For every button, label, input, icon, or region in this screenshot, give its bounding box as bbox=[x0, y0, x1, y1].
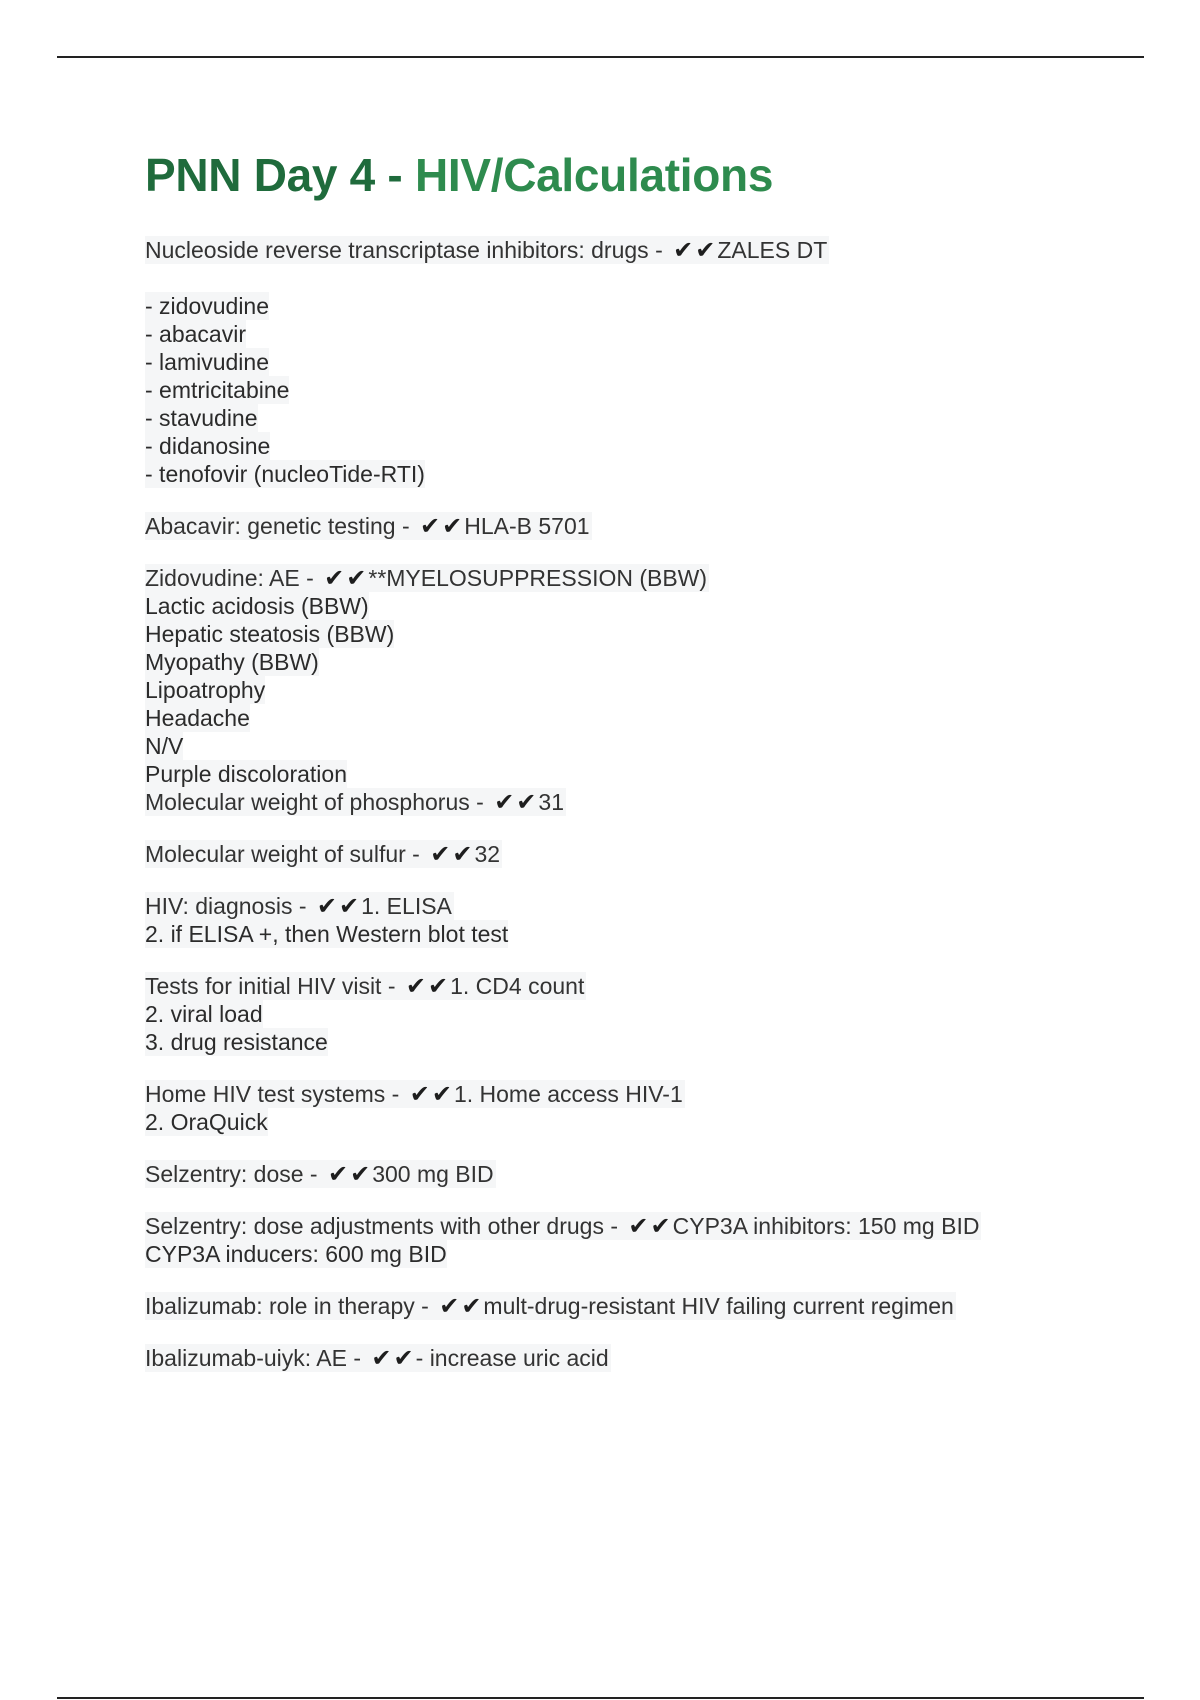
flashcard-answer-text: 2. viral load bbox=[145, 1001, 263, 1027]
flashcard-answer-text: - tenofovir (nucleoTide-RTI) bbox=[145, 461, 425, 487]
document-body bbox=[145, 140, 1085, 1396]
flashcard-answer-text: - abacavir bbox=[145, 321, 246, 347]
flashcard-question: Zidovudine: AE - bbox=[145, 565, 321, 591]
flashcard-answer-line bbox=[145, 404, 1085, 432]
flashcard-first-line bbox=[145, 564, 709, 592]
flashcard-answer: - increase uric acid bbox=[415, 1345, 609, 1371]
flashcard-answer-line bbox=[145, 760, 1085, 788]
flashcard-question: HIV: diagnosis - bbox=[145, 893, 313, 919]
flashcard-first-line bbox=[145, 788, 566, 816]
flashcard-answer: 32 bbox=[474, 841, 501, 867]
flashcard-answer-text: Headache bbox=[145, 705, 250, 731]
flashcard-question: Tests for initial HIV visit - bbox=[145, 973, 402, 999]
flashcard-answer-line bbox=[145, 704, 1085, 732]
flashcard-question: Molecular weight of phosphorus - bbox=[145, 789, 491, 815]
page-title bbox=[145, 140, 1085, 210]
flashcard-answer: ZALES DT bbox=[717, 237, 828, 263]
flashcard-first-line bbox=[145, 1160, 496, 1188]
flashcard-answer-line bbox=[145, 460, 1085, 488]
flashcard-answer: CYP3A inhibitors: 150 mg BID bbox=[672, 1213, 980, 1239]
double-check-icon: ✔✔ bbox=[439, 1292, 484, 1320]
double-check-icon: ✔✔ bbox=[327, 1160, 373, 1188]
flashcard-answer: 1. Home access HIV-1 bbox=[453, 1081, 683, 1107]
flashcard-answer-line bbox=[145, 620, 1085, 648]
double-check-icon: ✔✔ bbox=[316, 892, 362, 920]
flashcard-answer: **MYELOSUPPRESSION (BBW) bbox=[368, 565, 708, 591]
flashcard-answer-line bbox=[145, 292, 1085, 320]
flashcard-answer-line bbox=[145, 1108, 1085, 1136]
flashcard-question: Abacavir: genetic testing - bbox=[145, 513, 417, 539]
double-check-icon: ✔✔ bbox=[409, 1080, 454, 1108]
flashcard-answer-line bbox=[145, 348, 1085, 376]
bottom-rule bbox=[57, 1697, 1144, 1699]
double-check-icon: ✔✔ bbox=[405, 972, 451, 1000]
flashcard-first-line bbox=[145, 892, 454, 920]
flashcard-answer-text: CYP3A inducers: 600 mg BID bbox=[145, 1241, 447, 1267]
flashcard-answer-text: Hepatic steatosis (BBW) bbox=[145, 621, 395, 647]
flashcard-answer: 1. ELISA bbox=[361, 893, 452, 919]
flashcard-question: Selzentry: dose adjustments with other drugs - bbox=[145, 1213, 625, 1239]
flashcard-answer-line bbox=[145, 648, 1085, 676]
flashcard-answer-text: Myopathy (BBW) bbox=[145, 649, 319, 675]
flashcard bbox=[145, 840, 1085, 868]
double-check-icon: ✔✔ bbox=[324, 564, 369, 592]
flashcard-answer-text: - didanosine bbox=[145, 433, 271, 459]
flashcard-answer-text: - lamivudine bbox=[145, 349, 269, 375]
flashcard-first-line bbox=[145, 512, 592, 540]
flashcard-question: Nucleoside reverse transcriptase inhibitors: drugs - bbox=[145, 237, 670, 263]
flashcard-answer-text: 2. if ELISA +, then Western blot test bbox=[145, 921, 509, 947]
double-check-icon: ✔✔ bbox=[494, 788, 539, 816]
double-check-icon: ✔✔ bbox=[371, 1344, 416, 1372]
flashcard-answer-line bbox=[145, 320, 1085, 348]
flashcard bbox=[145, 892, 1085, 948]
blank-line bbox=[145, 264, 1085, 292]
flashcard-answer-line bbox=[145, 376, 1085, 404]
flashcard-answer-line bbox=[145, 1240, 1085, 1268]
flashcard bbox=[145, 1212, 1085, 1268]
flashcard-first-line bbox=[145, 1292, 956, 1320]
title-topic: HIV/Calculations bbox=[414, 149, 774, 201]
flashcard-answer-line bbox=[145, 592, 1085, 620]
flashcard-answer: mult-drug-resistant HIV failing current regimen bbox=[483, 1293, 954, 1319]
flashcard-answer-text: N/V bbox=[145, 733, 184, 759]
double-check-icon: ✔✔ bbox=[673, 236, 718, 264]
flashcard-answer-line bbox=[145, 732, 1085, 760]
flashcard-answer-text: Purple discoloration bbox=[145, 761, 348, 787]
flashcard bbox=[145, 512, 1085, 540]
flashcard-answer-line bbox=[145, 1000, 1085, 1028]
flashcard-question: Ibalizumab-uiyk: AE - bbox=[145, 1345, 368, 1371]
flashcard-question: Ibalizumab: role in therapy - bbox=[145, 1293, 436, 1319]
flashcard-answer-line bbox=[145, 1028, 1085, 1056]
flashcard-answer: 1. CD4 count bbox=[450, 973, 585, 999]
flashcard-question: Selzentry: dose - bbox=[145, 1161, 324, 1187]
flashcard-answer-text: - stavudine bbox=[145, 405, 258, 431]
double-check-icon: ✔✔ bbox=[430, 840, 475, 868]
flashcard-answer: 300 mg BID bbox=[372, 1161, 494, 1187]
flashcard bbox=[145, 564, 1085, 788]
flashcard bbox=[145, 788, 1085, 816]
flashcard bbox=[145, 1344, 1085, 1372]
flashcard-answer-line bbox=[145, 432, 1085, 460]
flashcard-answer-line bbox=[145, 676, 1085, 704]
title-prefix: PNN Day 4 - bbox=[145, 149, 415, 201]
flashcard-answer-text: Lipoatrophy bbox=[145, 677, 266, 703]
flashcard-first-line bbox=[145, 972, 586, 1000]
flashcard bbox=[145, 972, 1085, 1056]
flashcard-answer-text: 2. OraQuick bbox=[145, 1109, 268, 1135]
flashcard bbox=[145, 1292, 1085, 1320]
flashcard-answer: HLA-B 5701 bbox=[464, 513, 590, 539]
flashcard-first-line bbox=[145, 1080, 685, 1108]
flashcard-first-line bbox=[145, 1212, 981, 1240]
flashcard-question: Home HIV test systems - bbox=[145, 1081, 406, 1107]
flashcard-answer-text: 3. drug resistance bbox=[145, 1029, 328, 1055]
flashcard-question: Molecular weight of sulfur - bbox=[145, 841, 427, 867]
flashcard-first-line bbox=[145, 840, 502, 868]
top-rule bbox=[57, 56, 1144, 58]
double-check-icon: ✔✔ bbox=[420, 512, 465, 540]
flashcard bbox=[145, 1080, 1085, 1136]
flashcard-first-line bbox=[145, 236, 829, 264]
flashcard-answer: 31 bbox=[538, 789, 564, 815]
flashcard-answer-line bbox=[145, 920, 1085, 948]
flashcard bbox=[145, 1160, 1085, 1188]
flashcard-list bbox=[145, 236, 1085, 1372]
flashcard-answer-text: Lactic acidosis (BBW) bbox=[145, 593, 369, 619]
flashcard bbox=[145, 236, 1085, 488]
flashcard-answer-text: - emtricitabine bbox=[145, 377, 290, 403]
flashcard-answer-text: - zidovudine bbox=[145, 293, 270, 319]
double-check-icon: ✔✔ bbox=[628, 1212, 673, 1240]
flashcard-first-line bbox=[145, 1344, 611, 1372]
